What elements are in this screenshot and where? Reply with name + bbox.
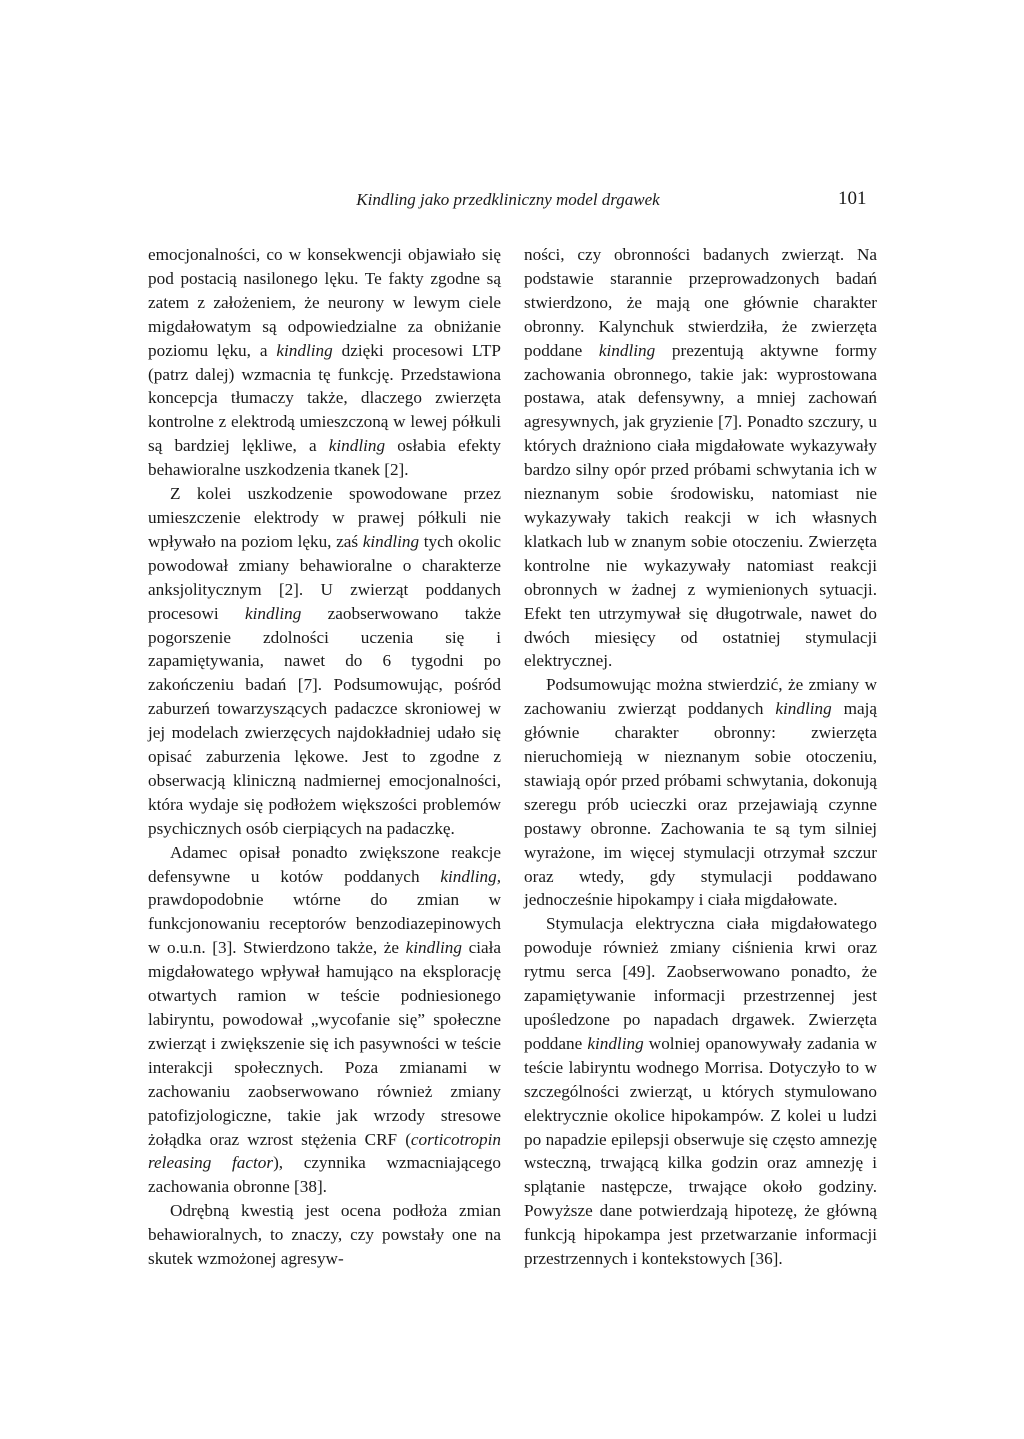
text-run: prawdopodobnie wtórne do zmian w funkcjonowaniu receptorów benzodiazepinowych w o.u.n. [3]. Stwierdzono także, że [148,890,501,958]
text-run: Podsumowując można stwierdzić, że zmiany w zachowaniu zwierząt poddanych [524,675,877,719]
page-number: 101 [838,188,867,209]
italic-term: kindling [362,531,420,551]
italic-term: corticotropin releasing factor [148,1129,501,1173]
italic-term: kindling [328,436,386,456]
right-column [524,243,877,1271]
italic-term: kindling [775,699,832,719]
italic-term: kindling [244,603,302,623]
text-run: ności, czy obronności badanych zwierząt. Na podstawie starannie przeprowadzonych badań stwierdzono, że mają one głównie charakter obronny. Kalynchuk stwierdziła, że zwierzęta poddane [524,245,877,360]
paragraph [148,243,501,482]
text-run: ciała migdałowatego wpływał hamująco na eksplorację otwartych ramion w teście podniesionego labiryntu, powodował „wycofanie się” społeczne zwierząt i zwiększenie się ich pasywności w teście interakcji społecznych. Poza zmianami w zachowaniu zaobserwowano również zmiany patofizjologiczne, takie jak wrzody stresowe żołądka oraz wzrost stężenia CRF ( [148,938,502,1149]
text-run: emocjonalności, co w konsekwencji objawiało się pod postacią nasilonego lęku. Te fakty zgodne są zatem z założeniem, że neurony w lewym ciele migdałowatym są odpowiedzialne za obniżanie poziomu lęku, a [148,245,501,360]
text-run: Stymulacja elektryczna ciała migdałowatego powoduje również zmiany ciśnienia krwi oraz rytmu serca [49]. Zaobserwowano ponadto, że zapamiętywanie informacji przestrzennej jest upośledzone po napadach drgawek. Zwierzęta poddane [524,914,877,1053]
italic-term: kindling, [440,866,501,886]
text-run: Z kolei uszkodzenie spowodowane przez umieszczenie elektrody w prawej półkuli nie wpływało na poziom lęku, zaś [148,484,501,551]
left-column [148,243,501,1271]
paragraph [524,673,877,912]
italic-term: kindling [405,938,462,958]
text-run: zaobserwowano także pogorszenie zdolności uczenia się i zapamiętywania, nawet do 6 tygodni po zakończeniu badań [7]. Podsumowując, pośród zaburzeń towarzyszących padaczce skroniowej w jej modelach zwierzęcych najdokładniej udało się opisać zaburzenia lękowe. Jest to zgodne z obserwacją kliniczną nadmiernej emocjonalności, która wydaje się podłożem większości problemów psychicznych osób cierpiących na padaczkę. [148,603,501,838]
text-run: prezentują aktywne formy zachowania obronnego, takie jak: wyprostowana postawa, atak defensywny, a mniej zachowań agresywnych, jak gryzienie [7]. Ponadto szczury, u których drażniono ciała migdałowate wykazywały bardzo silny opór przed próbami schwytania ich w nieznanym sobie środowisku, natomiast nie wykazywały takich reakcji w ich własnych klatkach lub w znanym sobie otoczeniu. Zwierzęta kontrolne nie wykazywały natomiast reakcji obronnych w żadnej z wymienionych sytuacji. Efekt ten utrzymywał się długotrwale, nawet do dwóch miesięcy od ostatniej stymulacji elektrycznej. [524,340,877,671]
paragraph [148,841,501,1200]
paragraph [524,243,877,673]
text-run: tych okolic powodował zmiany behawioralne o charakterze anksjolitycznym [2]. U zwierząt poddanych procesowi [148,531,501,623]
text-run: dzięki procesowi LTP (patrz dalej) wzmacnia tę funkcję. Przedstawiona koncepcja tłumaczy także, dlaczego zwierzęta kontrolne z elektrodą umieszczoną w lewej półkuli są bardziej lękliwe, a [148,340,501,456]
text-run: mają głównie charakter obronny: zwierzęta nieruchomieją w nieznanym sobie otoczeniu, stawiają opór przed próbami schwytania, dokonują szeregu prób ucieczki oraz przejawiają czynne postawy obronne. Zachowania te są tym silniej wyrażone, im więcej stymulacji otrzymał szczur oraz wtedy, gdy stymulacji poddawano jednocześnie hipokampy i ciała migdałowate. [524,699,877,910]
text-run: wolniej opanowywały zadania w teście labiryntu wodnego Morrisa. Dotyczyło to w szczególności zwierząt, u których stymulowano elektrycznie okolice hipokampów. Z kolei u ludzi po napadzie epilepsji obserwuje się często amnezję wsteczną, trwającą kilka godzin oraz amnezję i splątanie następcze, trwające około godziny. Powyższe dane potwierdzają hipotezę, że główną funkcją hipokampa jest przetwarzanie informacji przestrzennych i kontekstowych [36]. [524,1033,877,1269]
text-run: Odrębną kwestią jest ocena podłoża zmian behawioralnych, to znaczy, czy powstały one na skutek wzmożonej agresyw- [148,1201,501,1269]
italic-term: kindling [276,340,333,360]
text-run: Adamec opisał ponadto zwiększone reakcje defensywne u kotów poddanych [148,842,501,886]
italic-term: kindling [587,1033,644,1053]
paragraph [148,482,501,841]
italic-term: kindling [598,340,656,360]
paragraph [148,1199,501,1271]
text-run: ), czynnika wzmacniającego zachowania obronne [38]. [148,1153,501,1197]
paragraph [524,912,877,1271]
running-header: Kindling jako przedkliniczny model drgawek [356,190,660,209]
text-run: osłabia efekty behawioralne uszkodzenia tkanek [2]. [148,436,501,480]
